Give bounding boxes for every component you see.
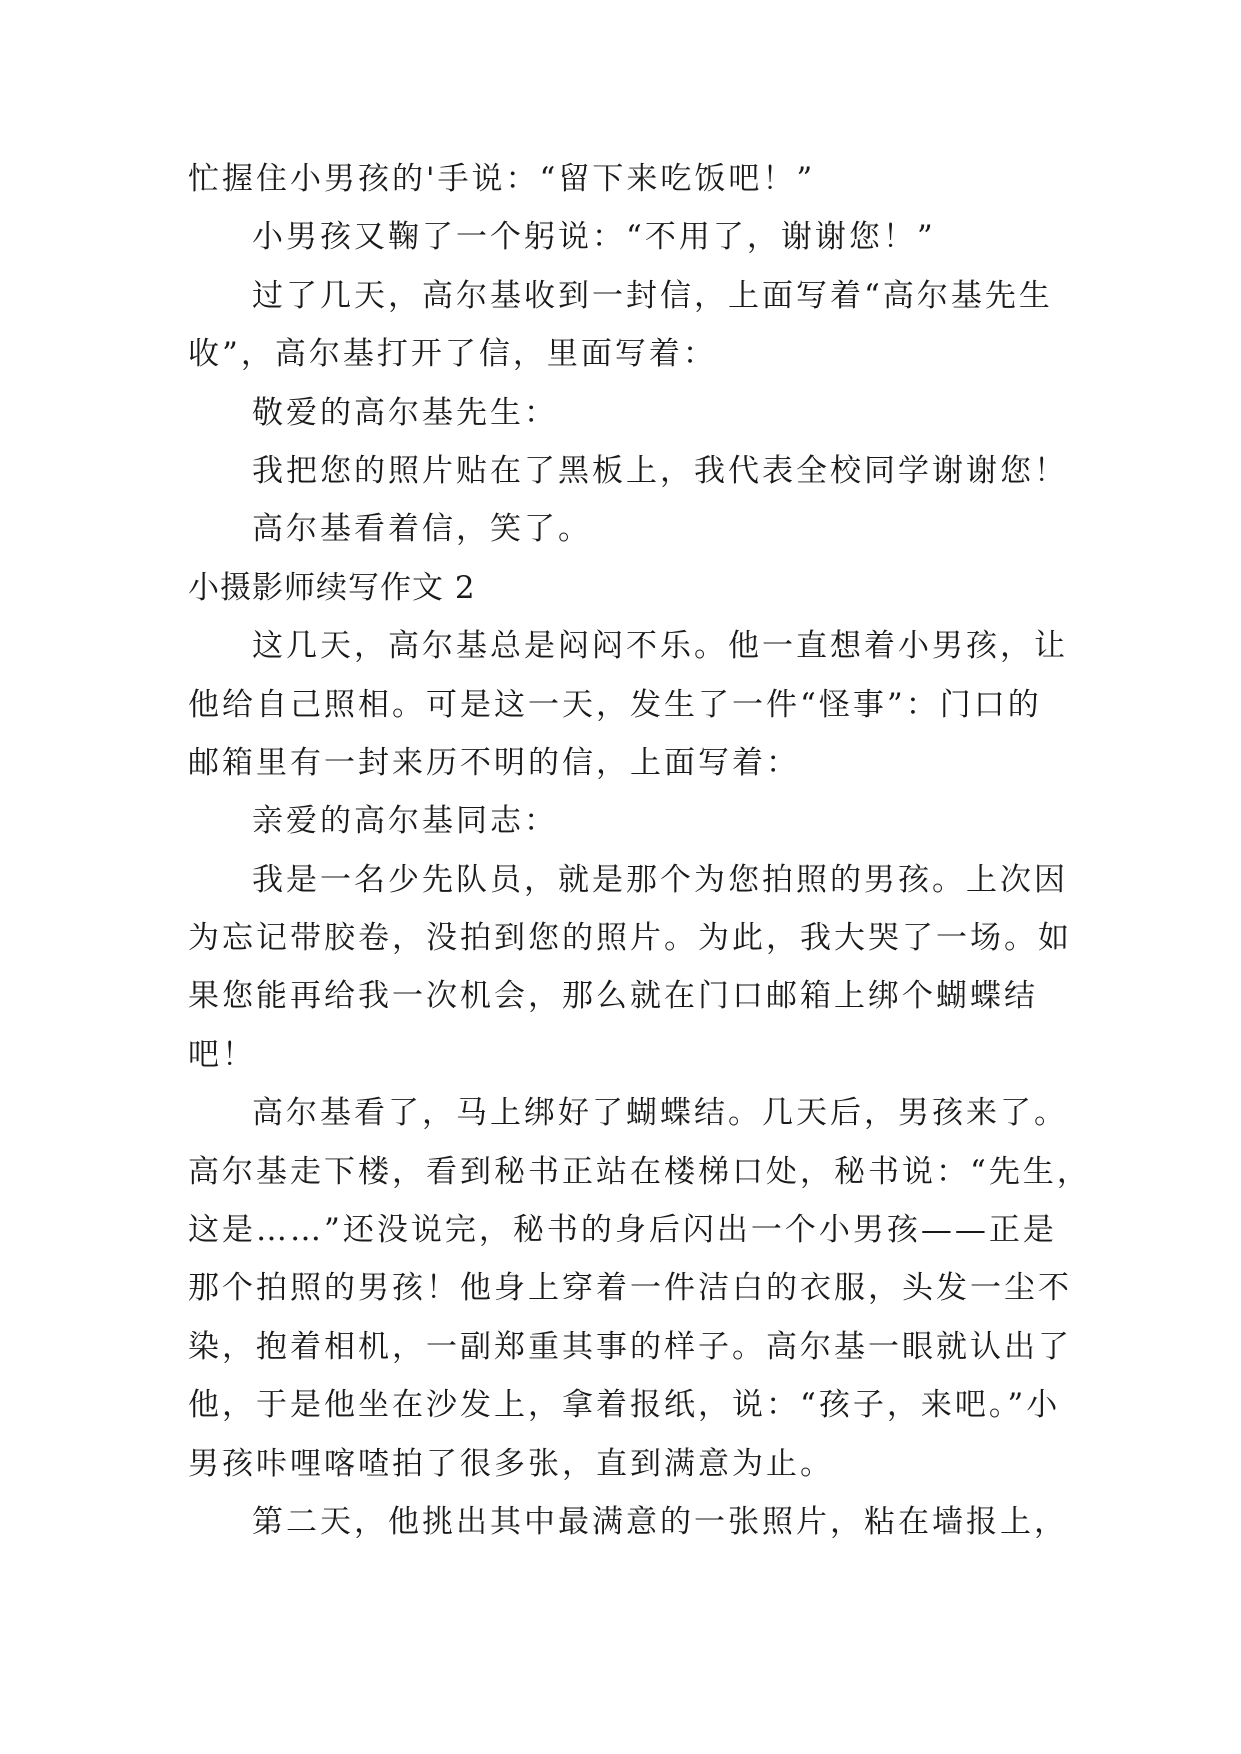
text-line: 忙握住小男孩的'手说：“留下来吃饭吧！” (188, 161, 816, 197)
text-line: 他给自己照相。可是这一天，发生了一件“怪事”：门口的 (188, 686, 1042, 723)
text-line: 邮箱里有一封来历不明的信，上面写着： (188, 744, 800, 781)
text-line: 为忘记带胶卷，没拍到您的照片。为此，我大哭了一场。如 (188, 920, 1072, 957)
text-line: 染，抱着相机，一副郑重其事的样子。高尔基一眼就认出了 (188, 1328, 1072, 1365)
text-line: 过了几天，高尔基收到一封信，上面写着“高尔基先生 (252, 277, 1053, 314)
text-line: 收”，高尔基打开了信，里面写着： (188, 336, 717, 373)
text-line: 男孩咔哩喀喳拍了很多张，直到满意为止。 (188, 1445, 834, 1482)
text-line: 亲爱的高尔基同志： (252, 803, 558, 840)
text-line: 果您能再给我一次机会，那么就在门口邮箱上绑个蝴蝶结 (188, 978, 1038, 1015)
text-line: 吧！ (188, 1036, 256, 1073)
text-line: 我把您的照片贴在了黑板上，我代表全校同学谢谢您！ (252, 452, 1068, 489)
document-body (188, 150, 1091, 1551)
text-line: 这是……”还没说完，秘书的身后闪出一个小男孩——正是 (188, 1212, 1057, 1249)
text-line: 高尔基走下楼，看到秘书正站在楼梯口处，秘书说：“先生， (188, 1153, 1091, 1190)
text-line: 这几天，高尔基总是闷闷不乐。他一直想着小男孩，让 (252, 628, 1068, 665)
text-line: 小男孩又鞠了一个躬说：“不用了，谢谢您！” (252, 219, 936, 256)
text-line: 敬爱的高尔基先生： (252, 394, 558, 431)
text-line: 那个拍照的男孩！他身上穿着一件洁白的衣服，头发一尘不 (188, 1270, 1072, 1307)
text-line: 高尔基看了，马上绑好了蝴蝶结。几天后，男孩来了。 (252, 1095, 1068, 1132)
section-heading: 小摄影师续写作文 2 (188, 569, 476, 606)
text-line: 他，于是他坐在沙发上，拿着报纸，说：“孩子，来吧。”小 (188, 1387, 1061, 1424)
text-line: 第二天，他挑出其中最满意的一张照片，粘在墙报上， (252, 1503, 1068, 1540)
text-line: 高尔基看着信，笑了。 (252, 511, 592, 548)
text-line: 我是一名少先队员，就是那个为您拍照的男孩。上次因 (252, 861, 1068, 898)
